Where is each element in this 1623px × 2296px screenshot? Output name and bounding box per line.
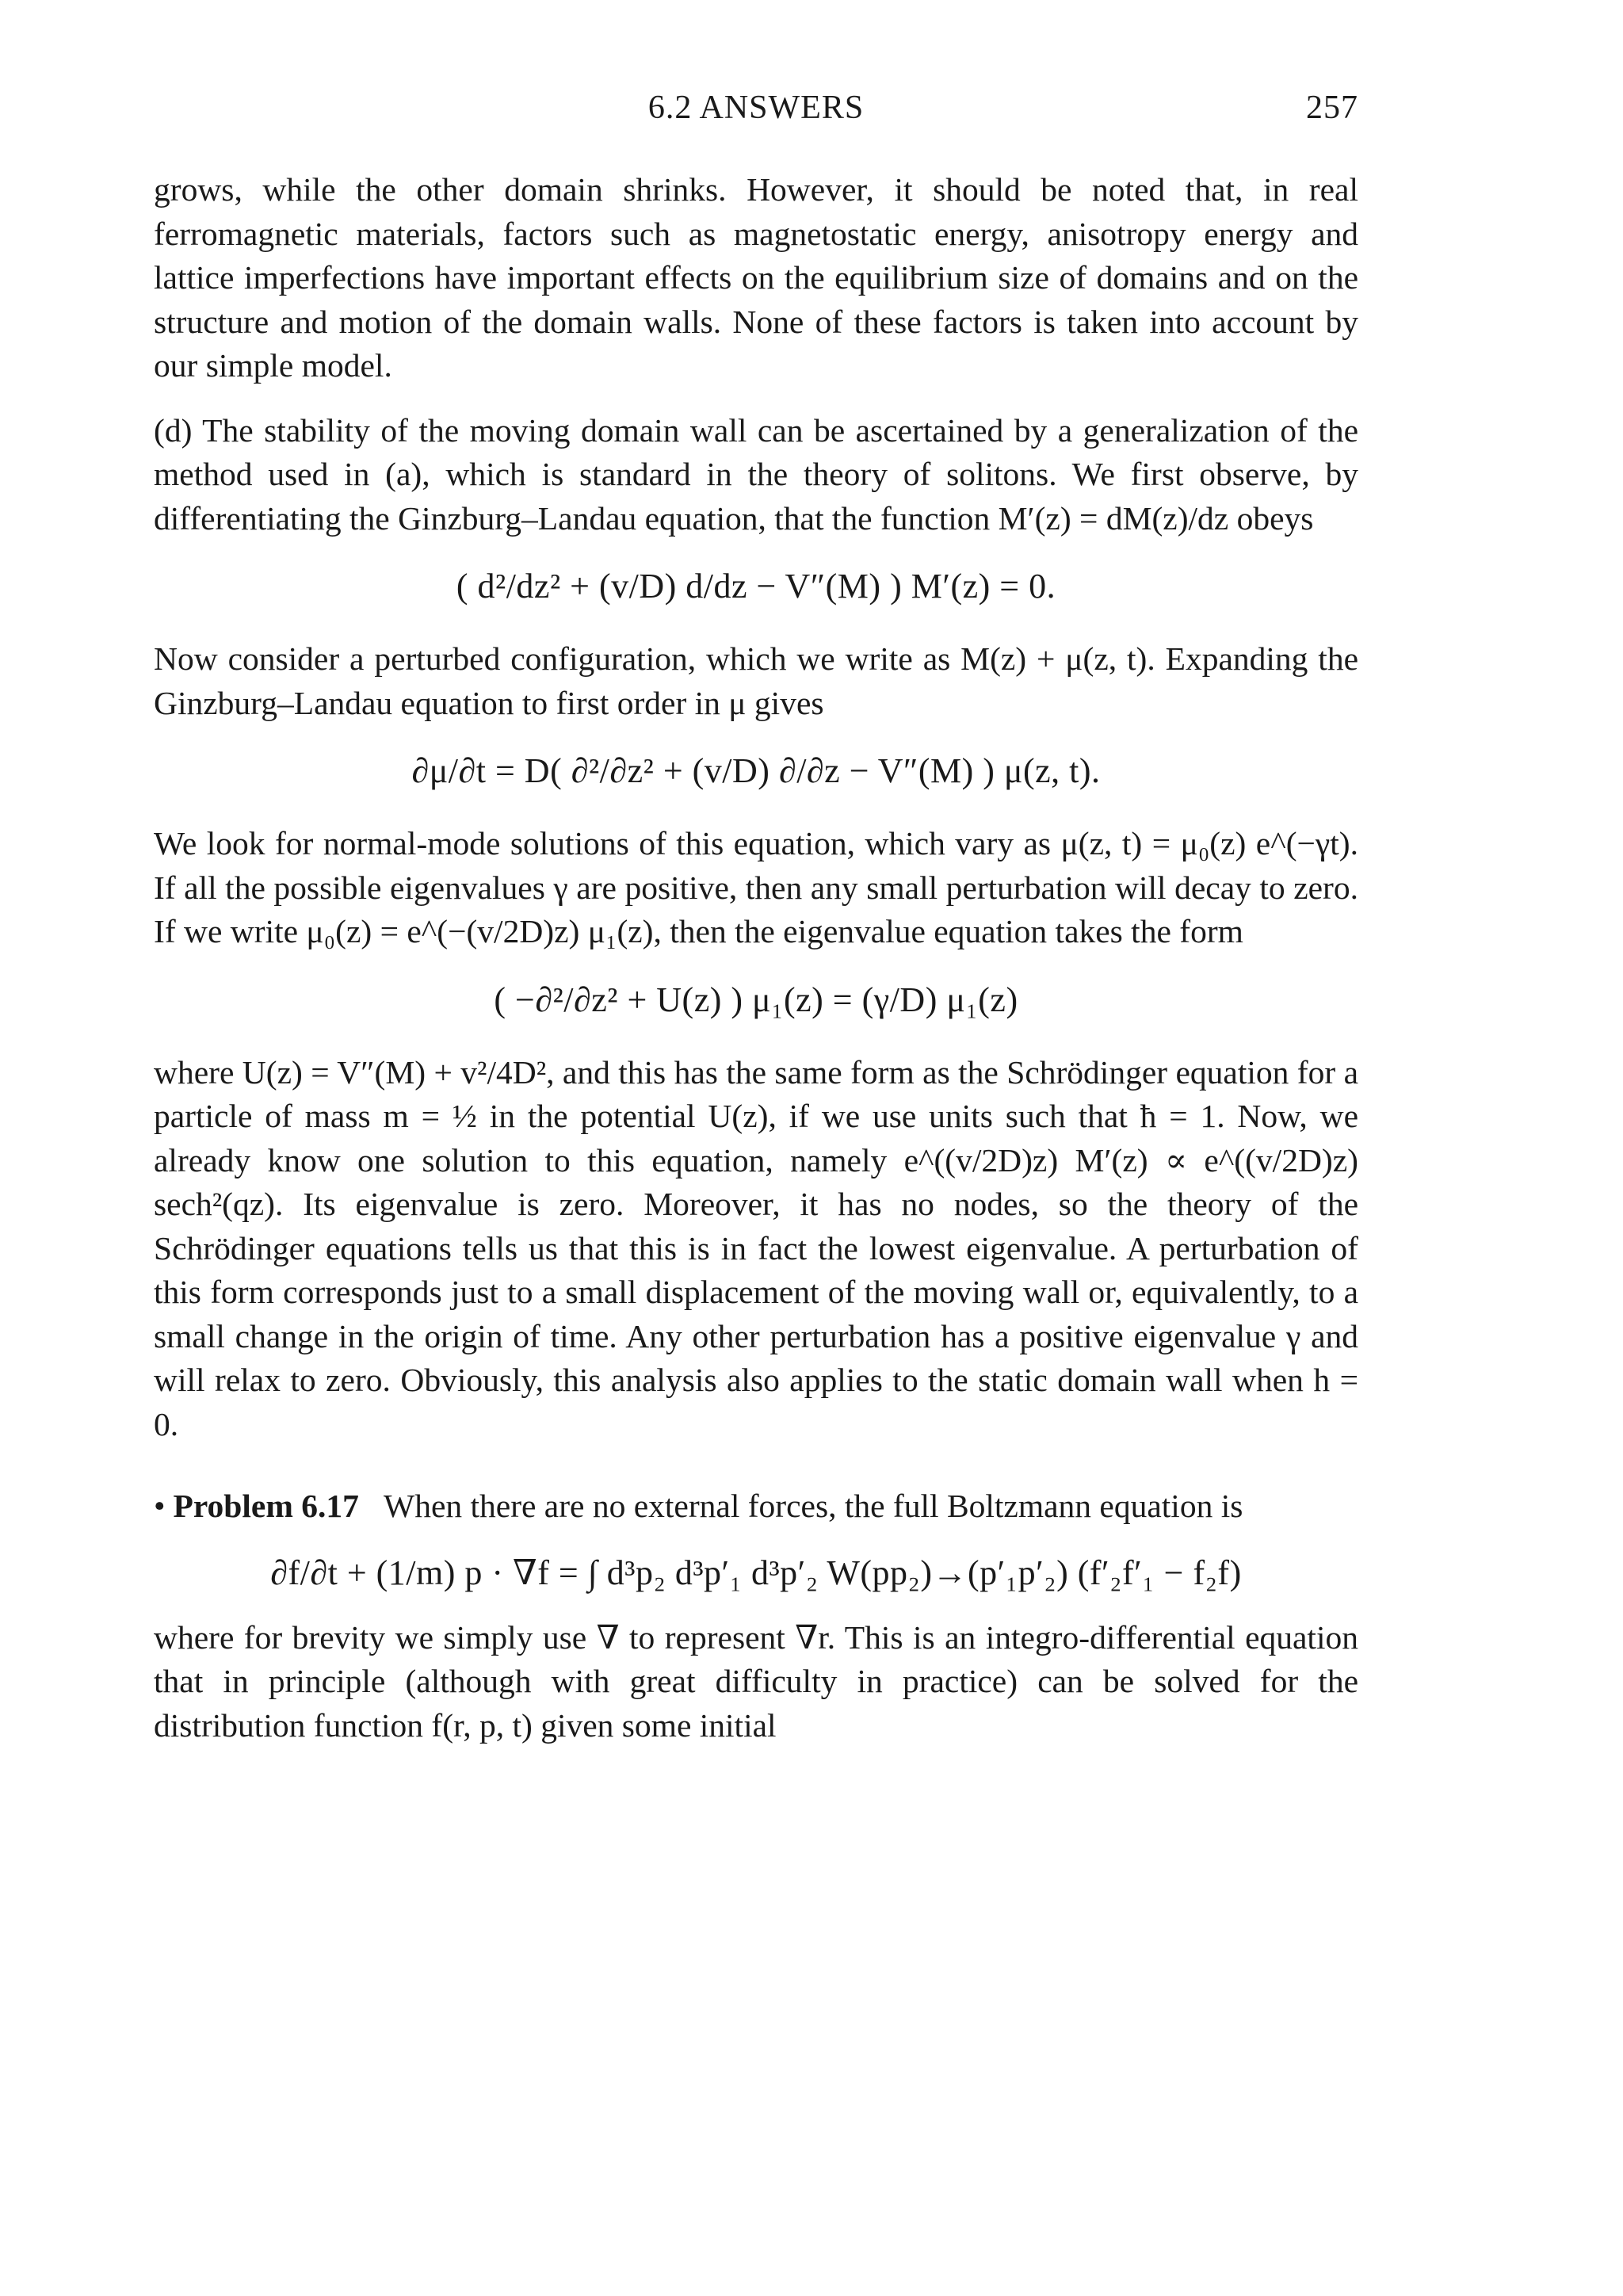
paragraph-schrodinger: where U(z) = V″(M) + v²/4D², and this has the same form as the Schrödinger equation for a particle of mass m = ½ in the potential U(z), if we use units such that ħ = 1. Now, we already know one solution to this equation, namely e^((v/2D)z) M′(z) ∝ e^((v/2D)z) sech²(qz). Its eigenvalue is zero. Moreover, it has no nodes, so the theory of the Schrödinger equations tells us that this is in fact the lowest eigenvalue. A perturbation of this form corresponds just to a small displacement of the moving wall or, equivalently, to a small change in the origin of time. Any other perturbation has a positive eigenvalue γ and will relax to zero. Obviously, this analysis also applies to the static domain wall when h = 0. bbox=[154, 1053, 1358, 1442]
problem-heading bbox=[154, 1484, 1358, 1529]
paragraph-integro-differential: where for brevity we simply use ∇ to represent ∇r. This is an integro-differential equation that in principle (although with great difficulty in practice) can be solved for the distribution function f(r, p, t) given some initial bbox=[154, 1618, 1358, 1744]
equation-eigenvalue: ( −∂²/∂z² + U(z) ) μ₁(z) = (γ/D) μ₁(z) bbox=[494, 980, 1018, 1019]
section-title: 6.2 ANSWERS bbox=[647, 90, 865, 126]
equation-boltzmann: ∂f/∂t + (1/m) p · ∇f = ∫ d³p₂ d³p′₁ d³p′₂ W(pp₂)→(p′₁p′₂) (f′₂f′₁ − f₂f) bbox=[270, 1553, 1242, 1592]
problem-bullet: • bbox=[154, 1488, 166, 1524]
paragraph-perturbed: Now consider a perturbed configuration, which we write as M(z) + μ(z, t). Expanding the Ginzburg–Landau equation to first order in μ gives bbox=[154, 640, 1358, 721]
page-body bbox=[154, 168, 1358, 1768]
equation-derivative-obeys: ( d²/dz² + (v/D) d/dz − V″(M) ) M′(z) = 0. bbox=[456, 567, 1056, 606]
problem-intro: When there are no external forces, the full Boltzmann equation is bbox=[384, 1488, 1243, 1524]
equation-linearized: ∂μ/∂t = D( ∂²/∂z² + (v/D) ∂/∂z − V″(M) ) μ(z, t). bbox=[411, 751, 1101, 790]
paragraph-domain-shrinks: grows, while the other domain shrinks. However, it should be noted that, in real ferromagnetic materials, factors such as magnetostatic energy, anisotropy energy and lattice imperfections have important effects on the equilibrium size of domains and on the structure and motion of the domain walls. None of these factors is taken into account by our simple model. bbox=[154, 171, 1358, 384]
paragraph-normal-modes: We look for normal-mode solutions of this equation, which vary as μ(z, t) = μ₀(z) e^(−γt). If all the possible eigenvalues γ are positive, then any small perturbation will decay to zero. If we write μ₀(z) = e^(−(v/2D)z) μ₁(z), then the eigenvalue equation takes the form bbox=[154, 825, 1358, 949]
paragraph-stability: (d) The stability of the moving domain wall can be ascertained by a generalization of the method used in (a), which is standard in the theory of solitons. We first observe, by differentiating the Ginzburg–Landau equation, that the function M′(z) = dM(z)/dz obeys bbox=[154, 411, 1358, 537]
page-number: 257 bbox=[1306, 90, 1358, 126]
running-header bbox=[154, 89, 1358, 136]
problem-label: Problem 6.17 bbox=[173, 1488, 359, 1524]
